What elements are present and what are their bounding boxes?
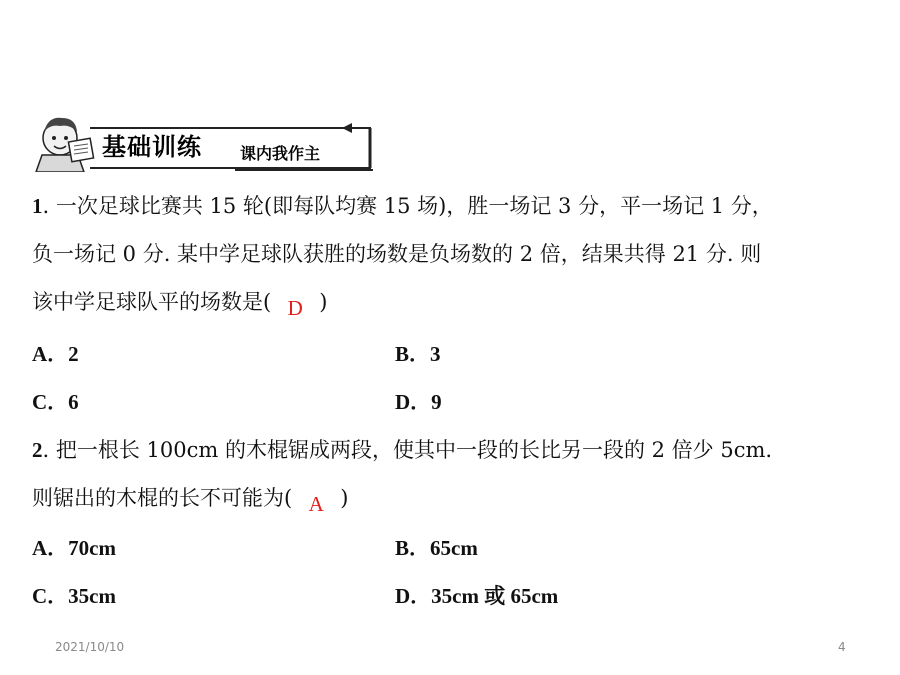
q1-option-a: A．2: [32, 342, 79, 366]
q2-option-c: C．35cm: [32, 584, 116, 608]
kid-reading-icon: [36, 118, 94, 172]
q1-text-line1: . 一次足球比赛共 15 轮(即每队均赛 15 场)，胜一场记 3 分，平一场记 1 分，: [42, 194, 773, 218]
section-header: [30, 110, 375, 172]
q2-stem-prefix: 则锯出的木棍的长不可能为(: [32, 486, 293, 510]
q1-stem-suffix: ): [319, 290, 328, 314]
q2-answer: A: [308, 492, 324, 516]
footer-page-number: 4: [838, 640, 846, 654]
q1-option-b: B．3: [395, 342, 441, 366]
header-banner-graphic: [30, 110, 375, 172]
footer-date: 2021/10/10: [55, 640, 125, 654]
q2-stem-suffix: ): [340, 486, 349, 510]
q2-line1: [32, 434, 772, 464]
q1-option-d: D．9: [395, 390, 442, 414]
q1-line1: [32, 190, 773, 220]
q1-line3: [32, 286, 328, 320]
q1-stem-prefix: 该中学足球队平的场数是(: [32, 290, 272, 314]
q1-answer: D: [287, 296, 303, 320]
q1-option-c: C．6: [32, 390, 79, 414]
q2-line2: [32, 482, 349, 516]
q2-number: 2: [32, 438, 43, 462]
q2-option-a: A．70cm: [32, 536, 116, 560]
section-title: 基础训练: [102, 133, 202, 161]
q2-option-d: D．35cm 或 65cm: [395, 584, 559, 608]
section-subtitle: 课内我作主: [240, 144, 321, 163]
q2-option-b: B．65cm: [395, 536, 478, 560]
q1-number: 1: [32, 194, 43, 218]
q2-text-line1: . 把一根长 100cm 的木棍锯成两段，使其中一段的长比另一段的 2 倍少 5cm.: [42, 438, 773, 462]
q1-line2: 负一场记 0 分. 某中学足球队获胜的场数是负场数的 2 倍，结果共得 21 分. 则: [32, 242, 762, 266]
